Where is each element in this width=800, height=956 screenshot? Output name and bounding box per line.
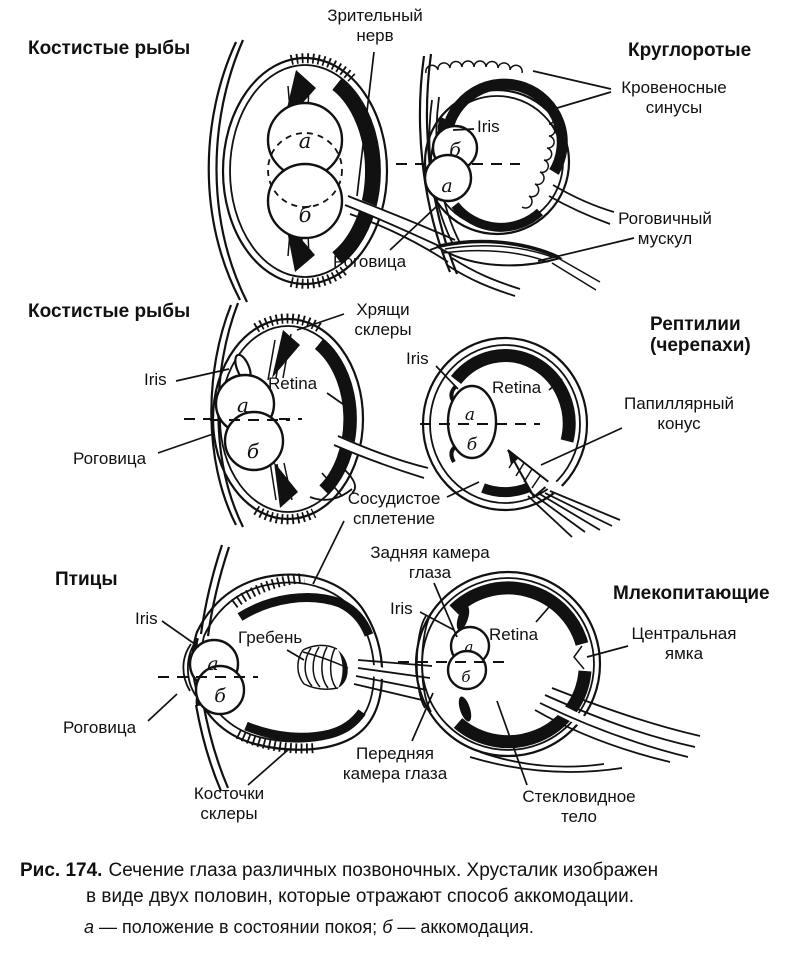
- lens-letter-a: а: [298, 129, 312, 153]
- scleral-ossicles-line2: склеры: [200, 804, 258, 823]
- central-fovea-line1: Центральная: [631, 624, 737, 643]
- label-vitreous-body: [522, 787, 635, 827]
- label-iris-cyclostome: Iris: [477, 117, 500, 136]
- iris-mammal-bottom: [456, 695, 474, 723]
- posterior-chamber-line1: Задняя камера: [370, 543, 490, 562]
- scleral-cartilage-line1: Хрящи: [356, 300, 410, 319]
- lens-letter-a: а: [464, 405, 476, 425]
- blood-sinus-top: [426, 61, 522, 73]
- legend-text-a: — положение в состоянии покоя;: [94, 917, 383, 937]
- panel-title-mammals: Млекопитающие: [613, 583, 770, 604]
- panel-title-cyclostomes: Круглоротые: [628, 40, 752, 61]
- optic-nerve-line2: нерв: [356, 26, 394, 45]
- vascular-plexus-line1: Сосудистое: [347, 489, 441, 508]
- lens-letter-b: б: [246, 439, 260, 463]
- label-central-fovea: [632, 624, 737, 664]
- caption-line2: в виде двух половин, которые отражают способ аккомодации.: [86, 886, 635, 907]
- panel-title-birds: Птицы: [55, 569, 118, 590]
- label-vascular-plexus: [348, 489, 441, 529]
- label-retina-reptile: Retina: [492, 378, 542, 397]
- label-retina-mammal: Retina: [489, 625, 539, 644]
- label-scleral-ossicles: [194, 784, 264, 824]
- label-optic-nerve: [327, 6, 423, 46]
- optic-nerve-line1: Зрительный: [327, 6, 423, 25]
- pecten-shape: [298, 645, 348, 689]
- vascular-plexus-line2: сплетение: [353, 509, 435, 528]
- lens-letter-b: б: [214, 685, 226, 707]
- label-anterior-chamber: [343, 744, 447, 784]
- reptile-diagram: [420, 338, 620, 537]
- figure-number: Рис. 174.: [20, 860, 103, 881]
- label-corneal-muscle: [618, 209, 712, 249]
- posterior-chamber-line2: глаза: [408, 563, 452, 582]
- anterior-chamber-line1: Передняя: [356, 744, 434, 763]
- anterior-chamber-line2: камера глаза: [342, 764, 448, 783]
- papillary-cone-line1: Папиллярный: [624, 394, 734, 413]
- label-retina-fish: Retina: [268, 374, 318, 393]
- lens-letter-a: а: [207, 653, 219, 675]
- figure-caption: [20, 858, 780, 940]
- reptiles-line2: (черепахи): [650, 335, 751, 356]
- scleral-ossicles-line1: Косточки: [193, 784, 265, 803]
- caption-text1: Сечение глаза различных позвоночных. Хрусталик изображен: [108, 860, 659, 881]
- corneal-muscle-line1: Роговичный: [618, 209, 712, 228]
- legend-letter-a: а: [84, 917, 95, 937]
- lens-letter-a: а: [464, 638, 474, 656]
- reptiles-line1: Рептилии: [650, 314, 741, 335]
- vitreous-body-line1: Стекловидное: [522, 787, 636, 806]
- caption-line1: [20, 858, 780, 884]
- label-iris-fish: Iris: [144, 370, 167, 389]
- caption-legend: [20, 914, 780, 940]
- lens-letter-a: а: [237, 393, 249, 417]
- label-scleral-cartilage: [354, 300, 411, 340]
- label-iris-bird: Iris: [135, 609, 158, 628]
- lens-letter-b: б: [461, 668, 471, 686]
- vitreous-body-line2: тело: [560, 807, 598, 826]
- label-cornea-cyclostome: Роговица: [333, 252, 407, 271]
- label-iris-mammal: Iris: [390, 599, 413, 618]
- cyclostome-diagram: [396, 54, 614, 296]
- lens-letter-b: б: [466, 435, 478, 455]
- label-blood-sinuses: [621, 78, 727, 118]
- panel-title-bony-fish-top: Костистые рыбы: [28, 38, 191, 59]
- blood-sinuses-line2: синусы: [645, 98, 703, 117]
- label-iris-reptile: Iris: [406, 349, 429, 368]
- lens-letter-b: б: [298, 203, 312, 227]
- corneal-muscle-shape: [438, 241, 600, 290]
- label-posterior-chamber: [370, 543, 489, 583]
- fovea-notch: [574, 646, 584, 669]
- label-pecten: Гребень: [238, 628, 303, 647]
- optic-nerve-mammal: [470, 688, 700, 772]
- label-cornea-fish: Роговица: [73, 449, 147, 468]
- label-papillary-cone: [624, 394, 734, 434]
- legend-letter-b: б: [382, 917, 393, 937]
- lens-letter-b: б: [449, 139, 461, 161]
- central-fovea-line2: ямка: [664, 644, 704, 663]
- blood-sinuses-line1: Кровеносные: [621, 78, 727, 97]
- panel-title-reptiles: [650, 314, 751, 356]
- scleral-cartilage-line2: склеры: [354, 320, 412, 339]
- corneal-muscle-line2: мускул: [637, 229, 693, 248]
- panel-title-bony-fish-mid: Костистые рыбы: [28, 301, 191, 322]
- lens-letter-a: а: [441, 175, 453, 197]
- papillary-cone-line2: конус: [657, 414, 701, 433]
- label-cornea-bird: Роговица: [63, 718, 137, 737]
- legend-text-b: — аккомодация.: [392, 917, 534, 937]
